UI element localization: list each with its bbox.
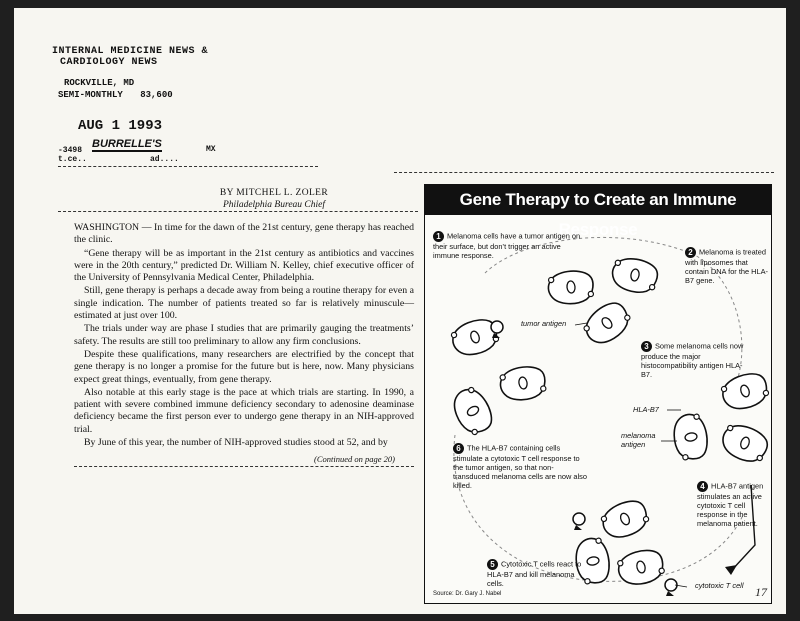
divider-dashed: [58, 166, 318, 167]
clipping-date: AUG 1 1993: [78, 118, 163, 134]
label-tumor-antigen: tumor antigen: [521, 319, 567, 328]
publication-circulation: 83,600: [140, 90, 173, 100]
label-hla-b7: HLA-B7: [633, 405, 659, 414]
step-number: 3: [641, 341, 652, 352]
article-paragraph: Still, gene therapy is perhaps a decade away from being a routine therapy for even a single indication. The number of patients treated so far is relatively minuscule—estimated at just over 100.: [74, 285, 414, 322]
figure-title: Gene Therapy to Create an Immune Response: [425, 185, 771, 215]
step-number: 6: [453, 443, 464, 454]
publication-line-2: CARDIOLOGY NEWS: [60, 57, 158, 68]
figure-step-6: [453, 443, 589, 490]
gene-therapy-figure: [424, 184, 772, 604]
figure-step-2: [685, 247, 769, 285]
figure-step-4: [697, 481, 771, 528]
melanoma-cell: [718, 420, 771, 466]
divider-dashed: [58, 211, 418, 212]
figure-step-3: [641, 341, 751, 379]
t-cell: [665, 579, 677, 596]
article-continued: (Continued on page 20): [314, 454, 395, 464]
melanoma-cell: [598, 495, 652, 543]
divider-dashed: [394, 172, 774, 173]
melanoma-cell: [580, 297, 635, 351]
step-number: 1: [433, 231, 444, 242]
clipping-tce: t.ce..: [58, 155, 87, 164]
melanoma-cell: [547, 269, 595, 306]
figure-source: Source: Dr. Gary J. Nabel: [433, 591, 502, 597]
step-number: 2: [685, 247, 696, 258]
article-paragraph: By June of this year, the number of NIH-approved studies stood at 52, and by: [84, 437, 388, 449]
figure-step-1: [433, 231, 583, 260]
article-paragraph: Despite these qualifications, many researchers are electrified by the concept that gene therapy is no longer a promise for the future but is here, now. Many physicians expect great things, eventually, from gene therapy.: [74, 348, 414, 385]
burrelles-logo: BURRELLE'S: [92, 138, 162, 150]
melanoma-cell: [615, 546, 667, 589]
label-cytotoxic-t-cell: cytotoxic T cell: [695, 581, 744, 590]
step-text: Melanoma is treated with liposomes that contain DNA for the HLA-B7 gene.: [685, 247, 768, 285]
step-text: Some melanoma cells now produce the major histocompatibility antigen HLA-B7.: [641, 341, 744, 379]
article-byline: BY MITCHEL L. ZOLER: [219, 188, 329, 198]
step-number: 4: [697, 481, 708, 492]
article-bureau: Philadelphia Bureau Chief: [222, 200, 326, 210]
article-body: [74, 222, 414, 450]
melanoma-cell: [498, 364, 548, 404]
clipping-page: [14, 8, 786, 614]
step-text: HLA-B7 antigen stimulates an active cytotoxic T cell response in the melanoma patient.: [697, 481, 764, 528]
clipping-ad: ad....: [150, 155, 179, 164]
publication-frequency-line: [58, 90, 173, 101]
article-paragraph: Also notable at this early stage is the pace at which trials are starting. In 1990, a patient with severe combined immune deficiency secondary to adenosine deaminase deficiency became the first person ever to undergo gene therapy in an NIH-approved trial.: [74, 386, 414, 435]
step-text: The HLA-B7 containing cells stimulate a cytotoxic T cell response to the tumor antigen, so that non-transduced melanoma cells are now also killed.: [453, 443, 587, 490]
article-paragraph: “Gene therapy will be as important in the 21st century as antibiotics and vaccines were in the 20th century,” predicted Dr. William N. Kelley, chief executive officer of the University of Pennsylvania Medical Center, Philadelphia.: [74, 247, 414, 284]
t-cell: [573, 513, 585, 530]
clipping-code: -3498: [58, 146, 83, 155]
publication-line-1: INTERNAL MEDICINE NEWS &: [52, 46, 209, 57]
melanoma-cell: [671, 412, 711, 462]
page-mark: 17: [755, 585, 767, 599]
figure-step-5: [487, 559, 583, 588]
publication-frequency: SEMI-MONTHLY: [58, 90, 123, 100]
article-paragraph: The trials under way are phase I studies that are primarily gauging the treatments’ safety. The results are still too preliminary to allow any firm conclusions.: [74, 323, 414, 347]
divider-dashed: [74, 466, 414, 467]
publication-name: [52, 46, 208, 68]
label-melanoma-antigen: melanoma antigen: [621, 431, 656, 449]
step-number: 5: [487, 559, 498, 570]
article-paragraph: WASHINGTON — In time for the dawn of the 21st century, gene therapy has reached the clinic.: [74, 222, 414, 246]
melanoma-cell: [447, 384, 498, 439]
melanoma-cell: [610, 256, 660, 296]
step-text: Cytotoxic T cells react to HLA-B7 and kill melanoma cells.: [487, 559, 582, 588]
publication-location: ROCKVILLE, MD: [64, 78, 135, 88]
step-text: Melanoma cells have a tumor antigen on their surface, but don’t trigger an active immune response.: [433, 231, 581, 260]
clipping-service-code: MX: [206, 145, 216, 154]
